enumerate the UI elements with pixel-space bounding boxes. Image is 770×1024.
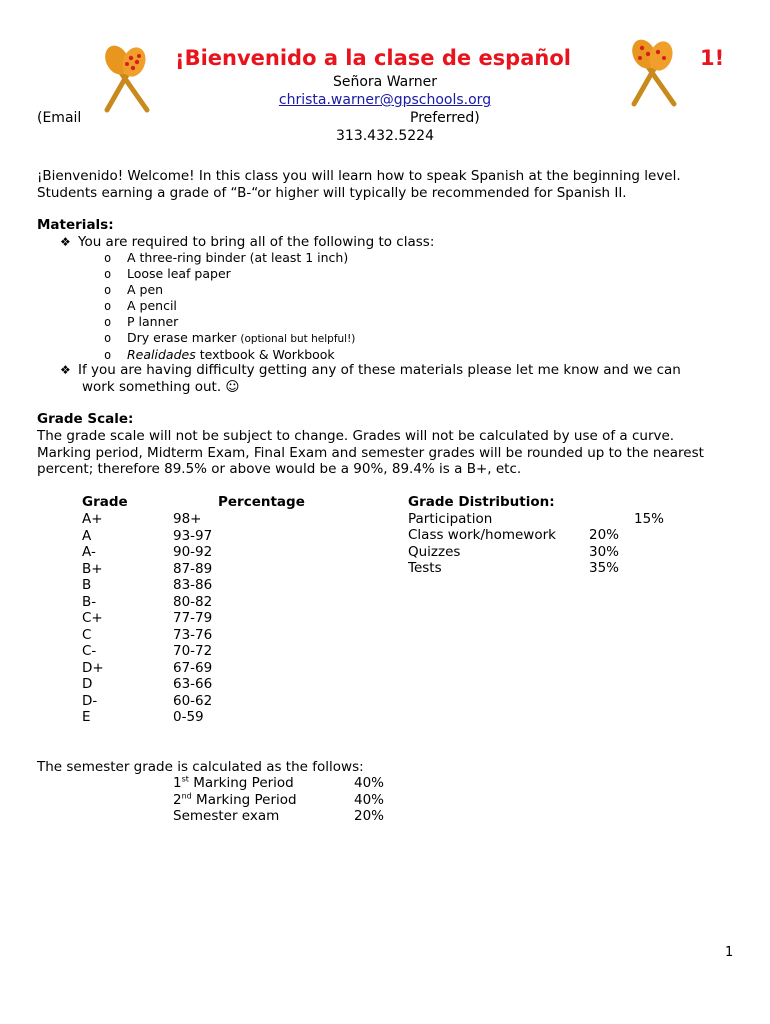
- table-cell: 83-86: [173, 577, 213, 593]
- table-row: B: [82, 577, 92, 593]
- grade-scale-heading: Grade Scale:: [37, 411, 134, 427]
- distribution-value-2: 30%: [589, 544, 620, 560]
- email-label-left: (Email: [37, 110, 82, 126]
- semester-value-1: 40%: [354, 792, 385, 808]
- page-number: 1: [725, 945, 734, 960]
- semester-label-0: 1st Marking Period: [173, 774, 294, 791]
- table-cell: 90-92: [173, 544, 213, 560]
- table-row: A-: [82, 544, 96, 560]
- page-title: ¡Bienvenido a la clase de español: [175, 46, 571, 70]
- distribution-label-2: Quizzes: [408, 544, 461, 560]
- percentage-column: [173, 511, 212, 726]
- table-row: C: [82, 626, 92, 643]
- materials-bullet-1: [60, 234, 434, 250]
- email-link[interactable]: christa.warner@gpschools.org: [278, 92, 492, 108]
- diamond-bullet-icon: ❖: [60, 363, 71, 377]
- grade-column: [82, 511, 104, 726]
- table-cell: 80-82: [173, 593, 213, 610]
- intro-line-2: Students earning a grade of “B-“or higher will typically be recommended for Spanish II.: [37, 184, 627, 201]
- materials-bullet-2-text: If you are having difficulty getting any of these materials please let me know and we can: [78, 362, 681, 378]
- materials-bullet-1-text: You are required to bring all of the following to class:: [78, 234, 435, 250]
- diamond-bullet-icon: ❖: [60, 235, 71, 249]
- distribution-value-3: 35%: [589, 560, 620, 576]
- list-item: o Realidades textbook & Workbook: [104, 347, 335, 362]
- table-row: D+: [82, 659, 104, 676]
- semester-value-0: 40%: [354, 775, 385, 791]
- table-cell: 98+: [173, 511, 202, 527]
- list-item: o A three-ring binder (at least 1 inch): [104, 250, 349, 265]
- list-item: o Loose leaf paper: [104, 266, 231, 281]
- intro-paragraph: [37, 168, 737, 201]
- table-cell: 73-76: [173, 626, 213, 643]
- semester-label-1: 2nd Marking Period: [173, 791, 297, 808]
- table-row: C-: [82, 643, 97, 659]
- distribution-label-3: Tests: [408, 560, 442, 576]
- materials-bullet-2-text-cont: work something out. ☺: [82, 378, 240, 395]
- list-item: o Dry erase marker (optional but helpful!): [104, 330, 356, 345]
- percentage-column-header: Percentage: [218, 494, 305, 510]
- table-cell: 77-79: [173, 610, 213, 626]
- table-row: D: [82, 676, 93, 692]
- table-row: E: [82, 709, 91, 725]
- table-cell: 70-72: [173, 643, 213, 659]
- list-item: o A pencil: [104, 298, 177, 313]
- semester-value-2: 20%: [354, 808, 385, 824]
- table-cell: 60-62: [173, 692, 213, 709]
- table-row: B-: [82, 593, 97, 610]
- distribution-heading: Grade Distribution:: [408, 494, 555, 510]
- table-cell: 87-89: [173, 560, 213, 577]
- table-cell: 0-59: [173, 709, 204, 725]
- email-label-right: Preferred): [410, 110, 480, 126]
- phone-number: 313.432.5224: [336, 128, 434, 144]
- list-item: o A pen: [104, 282, 164, 297]
- list-item: o P lanner: [104, 314, 179, 329]
- grade-scale-paragraph: The grade scale will not be subject to change. Grades will not be calculated by use of a curve. Marking period, Midterm Exam, Final Exam and semester grades will be rounded up to the nearest percent; therefore 89.5% or above would be a 90%, 89.4% is a B+, etc.: [37, 428, 704, 477]
- materials-heading: Materials:: [37, 217, 114, 233]
- materials-bullet-2: [60, 362, 681, 395]
- intro-line-1: ¡Bienvenido! Welcome! In this class you will learn how to speak Spanish at the beginning level.: [37, 168, 681, 184]
- table-row: A: [82, 527, 92, 544]
- teacher-name: Señora Warner: [332, 74, 437, 90]
- table-cell: 93-97: [173, 527, 213, 544]
- table-row: B+: [82, 560, 103, 577]
- distribution-label-1: Class work/homework: [408, 527, 556, 543]
- distribution-label-0: Participation: [408, 511, 493, 527]
- materials-list: [104, 250, 355, 363]
- table-row: A+: [82, 511, 103, 527]
- table-row: D-: [82, 692, 98, 709]
- semester-intro: The semester grade is calculated as the follows:: [37, 759, 364, 775]
- table-cell: 67-69: [173, 659, 213, 676]
- table-cell: 63-66: [173, 676, 213, 692]
- distribution-value-1: 20%: [589, 527, 620, 543]
- page-title-number: 1!: [700, 46, 725, 70]
- semester-label-2: Semester exam: [173, 808, 280, 824]
- distribution-value-0: 15%: [634, 511, 665, 527]
- table-row: C+: [82, 610, 103, 626]
- grade-column-header: Grade: [82, 494, 128, 510]
